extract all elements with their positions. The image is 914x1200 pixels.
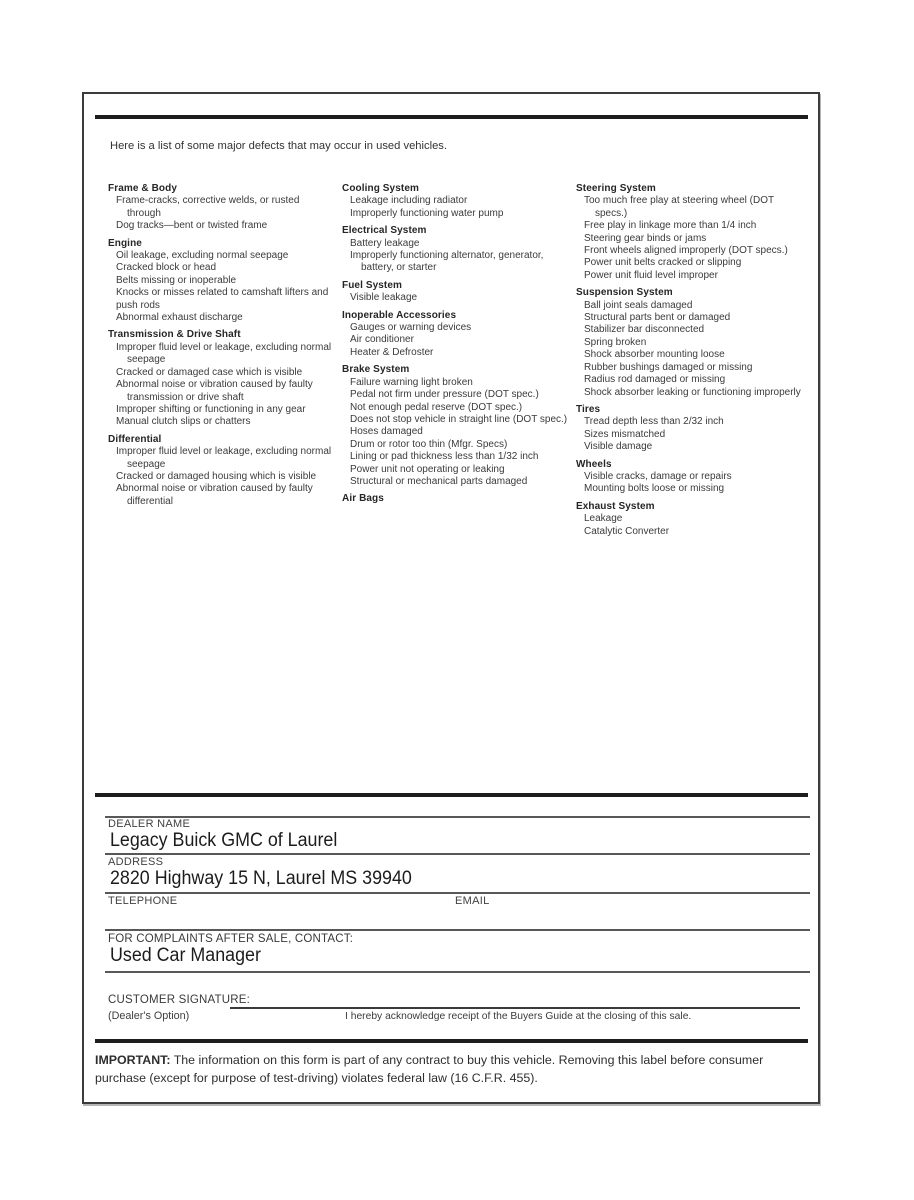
defects-column-1 xyxy=(108,183,332,513)
defect-section-title: Exhaust System xyxy=(576,500,655,512)
defect-item: Tread depth less than 2/32 inch xyxy=(584,416,724,428)
defect-item: Gauges or warning devices xyxy=(350,322,472,334)
defect-section-title: Brake System xyxy=(342,364,410,376)
dealer-name-value: Legacy Buick GMC of Laurel xyxy=(110,830,338,851)
complaints-top-rule xyxy=(105,929,810,931)
defects-column-2 xyxy=(342,183,568,511)
defect-section-title: Steering System xyxy=(576,183,656,194)
telephone-label: TELEPHONE xyxy=(108,895,178,907)
defect-item: Air conditioner xyxy=(350,334,414,346)
complaints-bottom-rule xyxy=(105,971,810,973)
defect-section-title: Tires xyxy=(576,403,601,415)
defect-item: Cracked or damaged housing which is visible xyxy=(116,470,317,482)
defect-item: Leakage including radiator xyxy=(350,195,468,207)
defect-item: Steering gear binds or jams xyxy=(584,232,707,244)
defect-item: Hoses damaged xyxy=(350,426,423,438)
defect-section xyxy=(108,183,332,233)
defect-section xyxy=(108,434,332,508)
defect-section-title: Cooling System xyxy=(342,183,419,194)
top-heavy-rule xyxy=(95,115,808,119)
defect-section-title: Transmission & Drive Shaft xyxy=(108,329,241,341)
defect-item: Abnormal noise or vibration caused by faulty transmission or drive shaft xyxy=(116,379,313,403)
defect-section xyxy=(108,329,332,428)
defect-item: Shock absorber mounting loose xyxy=(584,349,725,361)
defect-item: Front wheels aligned improperly (DOT specs.) xyxy=(584,245,788,257)
defect-section-title: Inoperable Accessories xyxy=(342,309,457,321)
address-value: 2820 Highway 15 N, Laurel MS 39940 xyxy=(110,868,412,889)
important-label: IMPORTANT: xyxy=(95,1053,171,1067)
defect-section-title: Air Bags xyxy=(342,493,384,505)
defect-item: Power unit fluid level improper xyxy=(584,269,718,281)
defect-item: Structural parts bent or damaged xyxy=(584,312,731,324)
defect-item: Improper fluid level or leakage, excluding normal seepage xyxy=(116,341,332,366)
defects-column-3 xyxy=(576,183,808,543)
defect-item: Improper fluid level or leakage, excluding normal seepage xyxy=(116,446,332,470)
defect-section-title: Wheels xyxy=(576,458,612,470)
defect-item: Frame-cracks, corrective welds, or rusted through xyxy=(116,195,300,219)
defect-item: Manual clutch slips or chatters xyxy=(116,416,251,428)
customer-signature-label: CUSTOMER SIGNATURE: xyxy=(108,994,251,1006)
defect-section-title: Fuel System xyxy=(342,279,403,291)
defect-section xyxy=(108,238,332,325)
defect-section xyxy=(342,183,568,220)
defect-section-title: Electrical System xyxy=(342,225,427,237)
defect-section xyxy=(576,404,808,454)
defect-section xyxy=(342,493,568,505)
defect-item: Improperly functioning alternator, generator, battery, or starter xyxy=(350,250,544,274)
defect-item: Improperly functioning water pump xyxy=(350,207,504,219)
defect-section xyxy=(342,364,568,488)
defect-item: Dog tracks—bent or twisted frame xyxy=(116,220,268,232)
dealers-option-note: (Dealer's Option) xyxy=(108,1010,190,1022)
defect-item: Leakage xyxy=(584,513,623,525)
buyers-guide-page xyxy=(82,92,820,1104)
defect-section xyxy=(576,183,808,282)
telephone-top-rule xyxy=(105,892,810,894)
defect-section-title: Frame & Body xyxy=(108,183,177,194)
dealer-section-heavy-rule xyxy=(95,793,808,797)
defect-section-title: Engine xyxy=(108,237,142,249)
defect-item: Knocks or misses related to camshaft lifters and push rods xyxy=(116,287,329,311)
defect-item: Stabilizer bar disconnected xyxy=(584,324,705,336)
defect-item: Catalytic Converter xyxy=(584,525,670,537)
address-top-rule xyxy=(105,853,810,855)
acknowledgement-text: I hereby acknowledge receipt of the Buyers Guide at the closing of this sale. xyxy=(345,1011,692,1022)
defect-section xyxy=(576,459,808,496)
defect-item: Heater & Defroster xyxy=(350,346,434,358)
defect-section xyxy=(342,225,568,275)
defect-item: Too much free play at steering wheel (DOT specs.) xyxy=(584,195,774,219)
defect-item: Structural or mechanical parts damaged xyxy=(350,475,528,487)
important-heavy-rule xyxy=(95,1039,808,1043)
defect-section xyxy=(576,287,808,399)
defect-item: Cracked or damaged case which is visible xyxy=(116,366,303,378)
defect-section xyxy=(576,501,808,538)
defect-item: Failure warning light broken xyxy=(350,376,473,388)
important-text: The information on this form is part of any contract to buy this vehicle. Removing this label before consumer purchase (except for purpose of test-driving) violates federal law (16 C.F.R. 455). xyxy=(95,1053,764,1085)
intro-text: Here is a list of some major defects that may occur in used vehicles. xyxy=(110,140,448,152)
defect-item: Visible cracks, damage or repairs xyxy=(584,470,732,482)
defect-item: Power unit belts cracked or slipping xyxy=(584,257,742,269)
defect-item: Abnormal noise or vibration caused by faulty differential xyxy=(116,483,313,507)
defect-item: Improper shifting or functioning in any gear xyxy=(116,403,306,415)
defect-item: Free play in linkage more than 1/4 inch xyxy=(584,220,757,232)
defect-item: Shock absorber leaking or functioning improperly xyxy=(584,386,801,398)
defect-item: Visible leakage xyxy=(350,292,418,304)
complaints-label: FOR COMPLAINTS AFTER SALE, CONTACT: xyxy=(108,933,354,945)
email-label: EMAIL xyxy=(455,895,490,907)
defect-item: Spring broken xyxy=(584,336,647,348)
defect-item: Sizes mismatched xyxy=(584,428,666,440)
defect-item: Not enough pedal reserve (DOT spec.) xyxy=(350,401,523,413)
defect-item: Rubber bushings damaged or missing xyxy=(584,361,753,373)
defect-item: Radius rod damaged or missing xyxy=(584,374,726,386)
defect-item: Abnormal exhaust discharge xyxy=(116,312,243,324)
defect-item: Battery leakage xyxy=(350,237,420,249)
defect-item: Lining or pad thickness less than 1/32 inch xyxy=(350,451,539,463)
defect-item: Does not stop vehicle in straight line (DOT spec.) xyxy=(350,413,568,425)
defect-item: Visible damage xyxy=(584,441,653,453)
defect-item: Drum or rotor too thin (Mfgr. Specs) xyxy=(350,438,508,450)
important-notice xyxy=(95,1051,801,1087)
defect-item: Oil leakage, excluding normal seepage xyxy=(116,250,289,262)
dealer-name-label: DEALER NAME xyxy=(108,818,191,830)
dealer-name-top-rule xyxy=(105,816,810,818)
complaints-contact-value: Used Car Manager xyxy=(110,945,261,966)
defect-section-title: Differential xyxy=(108,433,162,445)
defect-section xyxy=(342,310,568,360)
defect-item: Ball joint seals damaged xyxy=(584,299,693,311)
defect-item: Power unit not operating or leaking xyxy=(350,463,505,475)
defect-section-title: Suspension System xyxy=(576,287,673,299)
defect-item: Mounting bolts loose or missing xyxy=(584,483,725,495)
signature-line xyxy=(230,992,800,1009)
address-label: ADDRESS xyxy=(108,856,164,868)
defect-section xyxy=(342,280,568,305)
defect-item: Cracked block or head xyxy=(116,262,217,274)
defect-item: Belts missing or inoperable xyxy=(116,274,237,286)
defect-item: Pedal not firm under pressure (DOT spec.) xyxy=(350,389,539,401)
